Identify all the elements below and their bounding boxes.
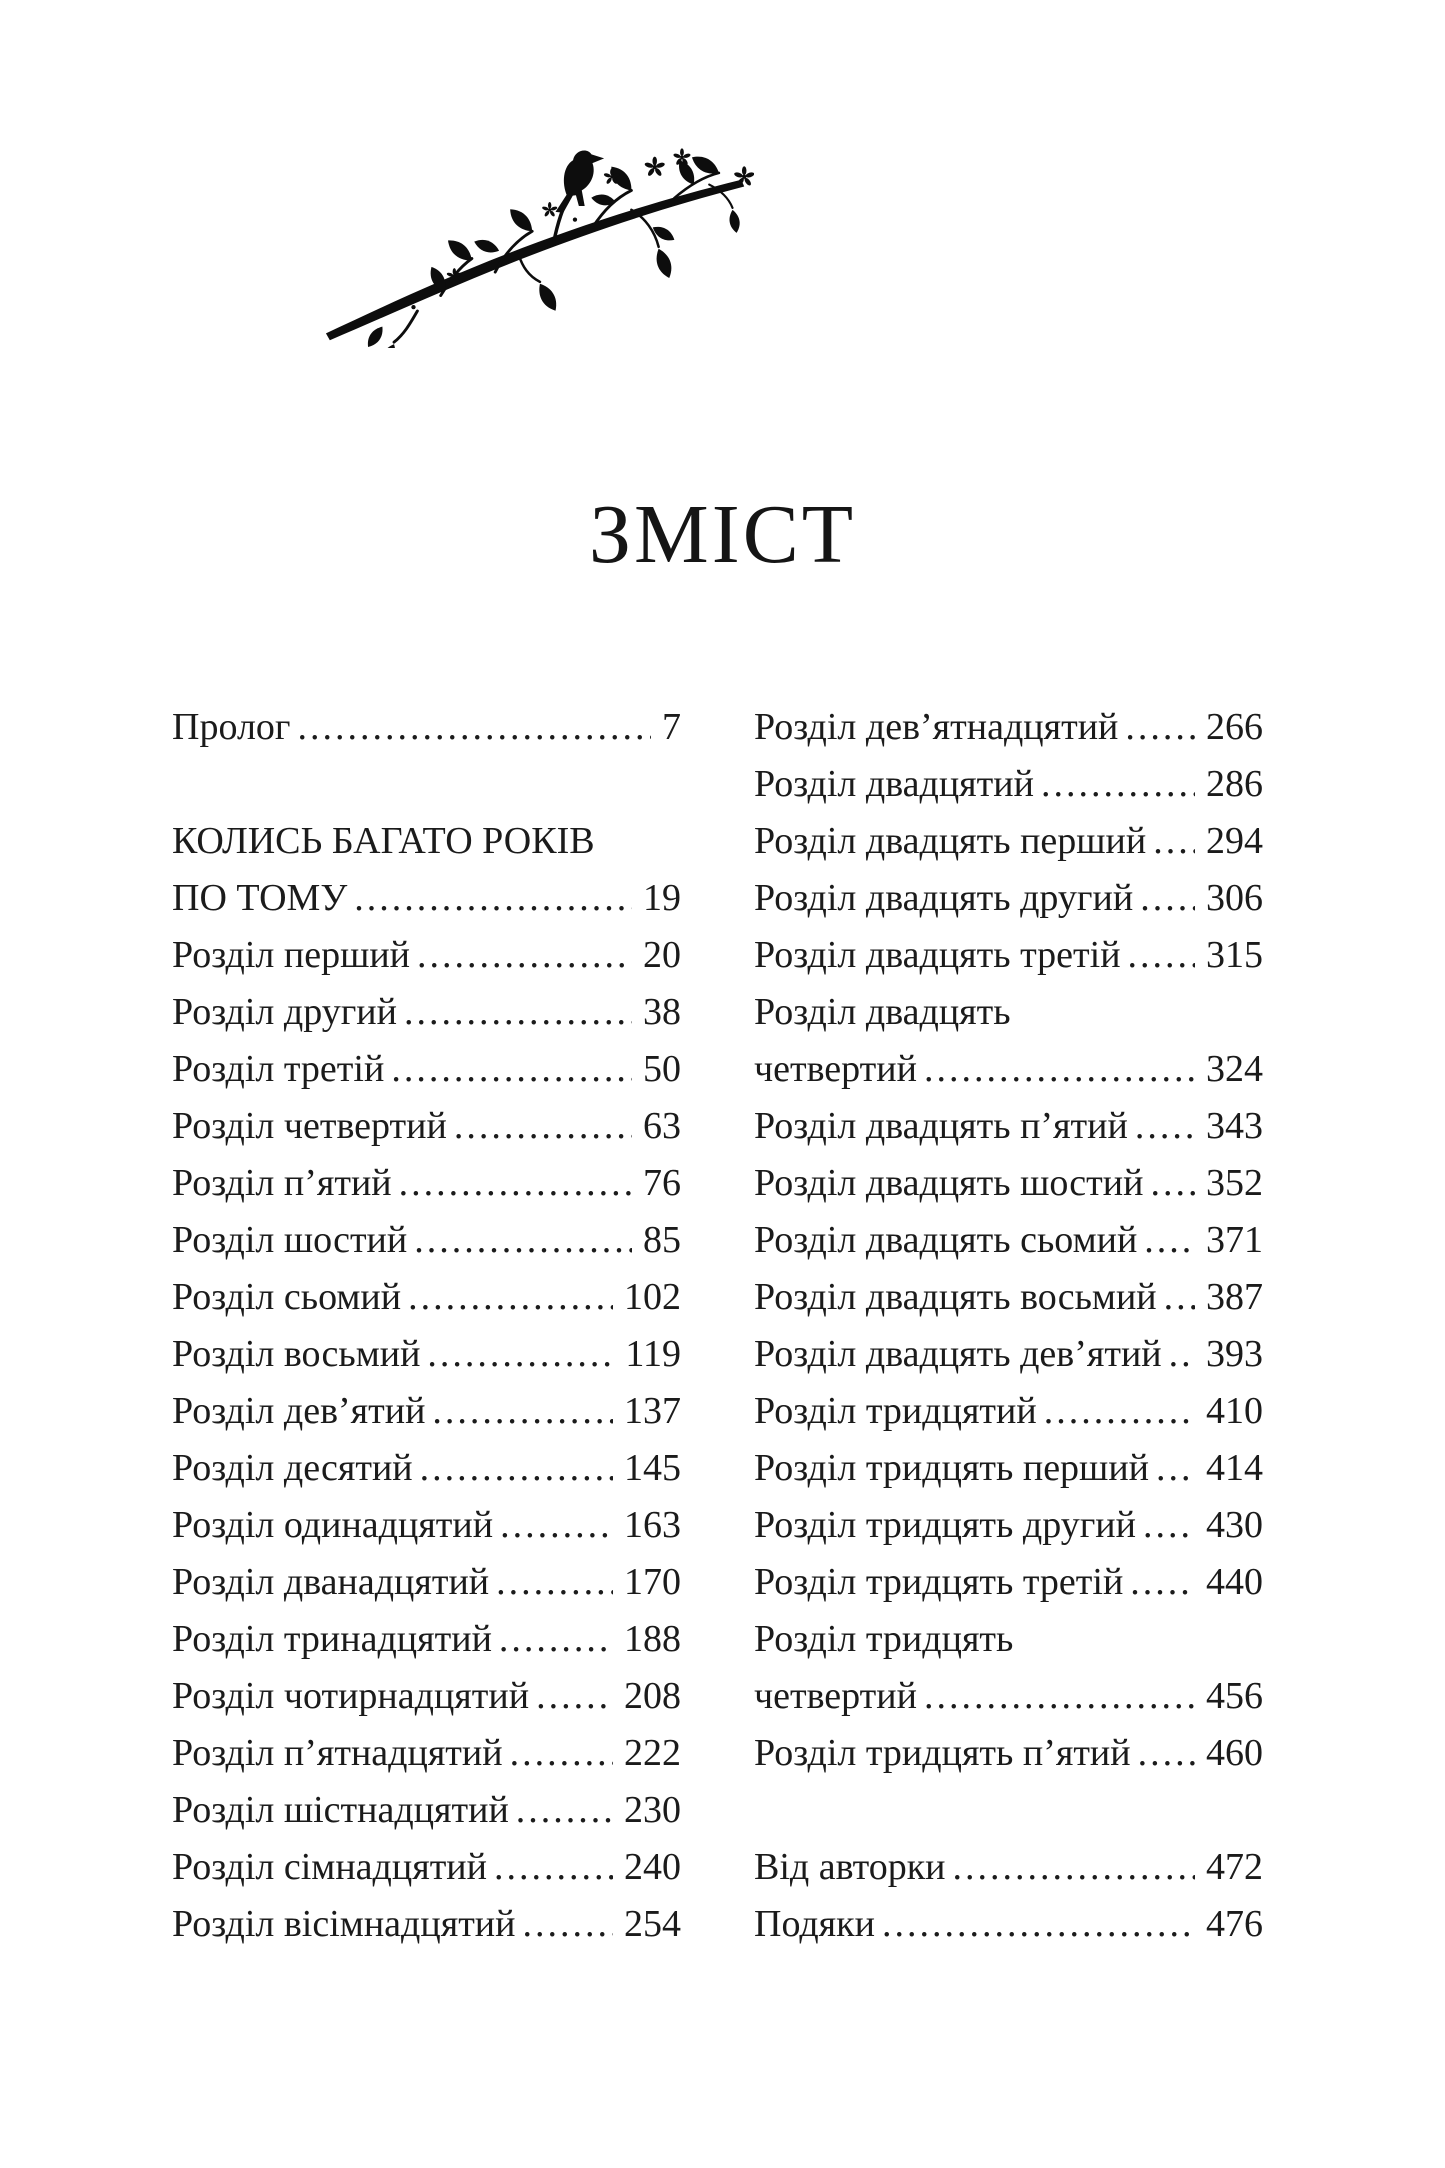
toc-entry-page: 102	[624, 1276, 681, 1318]
toc-entry-label: Розділ тридцять	[754, 1618, 1014, 1660]
toc-entry	[754, 1725, 1263, 1782]
toc-entry-page: 145	[624, 1447, 681, 1489]
toc-entry-label: Розділ чотирнадцятий	[172, 1675, 530, 1717]
toc-entry-page: 230	[624, 1789, 681, 1831]
toc-entry-label: Розділ двадцять другий	[754, 877, 1134, 919]
toc-entry-page: 63	[643, 1105, 681, 1147]
toc-entry-page: 286	[1206, 763, 1263, 805]
toc-dot-leader	[953, 1839, 1195, 1896]
toc-entry	[172, 1497, 681, 1554]
bird-branch-illustration	[322, 134, 754, 348]
toc-entry-label: Розділ вісімнадцятий	[172, 1903, 516, 1945]
toc-dot-leader	[1150, 1155, 1195, 1212]
toc-entry-label: Розділ п’ятий	[172, 1162, 392, 1204]
toc-entry	[172, 1326, 681, 1383]
toc-entry-page: 294	[1206, 820, 1263, 862]
toc-entry-label: Розділ другий	[172, 991, 397, 1033]
toc-entry-page: 163	[624, 1504, 681, 1546]
toc-dot-leader	[420, 1440, 613, 1497]
toc-column-left	[172, 699, 681, 1953]
toc-dot-leader	[1138, 1725, 1195, 1782]
toc-entry	[172, 1668, 681, 1725]
toc-dot-leader	[516, 1782, 613, 1839]
toc-dot-leader	[499, 1611, 613, 1668]
toc-entry	[172, 1725, 681, 1782]
toc-entry	[754, 870, 1263, 927]
toc-entry	[172, 699, 681, 756]
toc-dot-leader	[1164, 1269, 1195, 1326]
toc-entry-page: 393	[1206, 1333, 1263, 1375]
toc-entry-label: Розділ тридцять п’ятий	[754, 1732, 1131, 1774]
toc-entry-page: 430	[1206, 1504, 1263, 1546]
toc-dot-leader	[1143, 1497, 1195, 1554]
toc-entry-label: Розділ сьомий	[172, 1276, 402, 1318]
toc-dot-leader	[354, 870, 632, 927]
toc-dot-leader	[298, 699, 652, 756]
toc-entry-page: 76	[643, 1162, 681, 1204]
toc-entry-label: Розділ двадцять перший	[754, 820, 1147, 862]
toc-dot-leader	[1128, 927, 1195, 984]
toc-entry	[172, 1839, 681, 1896]
toc-dot-leader	[924, 1041, 1195, 1098]
toc-entry-page: 266	[1206, 706, 1263, 748]
toc-entry	[172, 1212, 681, 1269]
toc-entry-label: Розділ двадцять дев’ятий	[754, 1333, 1162, 1375]
toc-entry-label: Розділ двадцять шостий	[754, 1162, 1144, 1204]
toc-entry	[754, 1497, 1263, 1554]
toc-entry-label: Розділ дев’ятий	[172, 1390, 426, 1432]
toc-dot-leader	[1169, 1326, 1195, 1383]
page-title: ЗМІСТ	[588, 488, 857, 581]
toc-entry	[172, 1440, 681, 1497]
toc-entry	[172, 1041, 681, 1098]
toc-entry	[754, 1383, 1263, 1440]
toc-entry-page: 387	[1206, 1276, 1263, 1318]
toc-entry-label: Розділ п’ятнадцятий	[172, 1732, 503, 1774]
toc-entry-page: 7	[662, 706, 681, 748]
toc-entry-page: 38	[643, 991, 681, 1033]
toc-entry	[754, 1269, 1263, 1326]
toc-entry-page: 240	[624, 1846, 681, 1888]
toc-entry-page: 208	[624, 1675, 681, 1717]
toc-entry	[754, 756, 1263, 813]
toc-dot-leader	[1153, 813, 1195, 870]
toc-entry-label: Розділ двадцятий	[754, 763, 1034, 805]
toc-dot-leader	[1156, 1440, 1195, 1497]
toc-dot-leader	[1044, 1383, 1195, 1440]
toc-entry	[754, 813, 1263, 870]
toc-entry-page: 472	[1206, 1846, 1263, 1888]
toc-entry-label: Розділ тридцять третій	[754, 1561, 1124, 1603]
toc-entry-label: Розділ двадцять сьомий	[754, 1219, 1138, 1261]
toc-dot-leader	[510, 1725, 613, 1782]
toc-entry-page: 119	[625, 1333, 681, 1375]
toc-entry-label: Розділ восьмий	[172, 1333, 421, 1375]
toc-entry-label: Розділ двадцять восьмий	[754, 1276, 1157, 1318]
toc-entry-label: Розділ десятий	[172, 1447, 413, 1489]
toc-entry-label: Від авторки	[754, 1846, 946, 1888]
toc-entry-label: Подяки	[754, 1903, 875, 1945]
toc-dot-leader	[1041, 756, 1195, 813]
toc-entry-label: Розділ шістнадцятий	[172, 1789, 509, 1831]
toc-entry-page: 20	[643, 934, 681, 976]
toc-entry	[754, 1554, 1263, 1611]
toc-entry-label: Розділ двадцять п’ятий	[754, 1105, 1128, 1147]
toc-entry	[754, 1041, 1263, 1098]
toc-entry	[754, 1839, 1263, 1896]
toc-dot-leader	[494, 1839, 613, 1896]
toc-entry-page: 476	[1206, 1903, 1263, 1945]
toc-entry-page: 19	[643, 877, 681, 919]
toc-entry-page: 306	[1206, 877, 1263, 919]
toc-dot-leader	[1144, 1212, 1195, 1269]
toc-entry-label: Розділ шостий	[172, 1219, 408, 1261]
toc-entry	[172, 1155, 681, 1212]
toc-entry	[754, 984, 1263, 1041]
toc-entry-page: 410	[1206, 1390, 1263, 1432]
toc-dot-leader	[404, 984, 632, 1041]
table-of-contents	[172, 699, 1263, 1953]
toc-dot-leader	[454, 1098, 632, 1155]
toc-entry	[754, 1896, 1263, 1953]
toc-entry	[172, 1383, 681, 1440]
toc-entry-page: 188	[624, 1618, 681, 1660]
toc-entry	[172, 813, 681, 870]
toc-dot-leader	[496, 1554, 613, 1611]
toc-entry	[172, 1098, 681, 1155]
branch-leaves	[364, 152, 742, 348]
toc-entry-page: 371	[1206, 1219, 1263, 1261]
toc-entry	[754, 1668, 1263, 1725]
toc-entry-label: Розділ тридцять другий	[754, 1504, 1136, 1546]
toc-entry-page: 85	[643, 1219, 681, 1261]
toc-entry-page: 254	[624, 1903, 681, 1945]
toc-dot-leader	[500, 1497, 613, 1554]
toc-entry	[754, 1440, 1263, 1497]
toc-entry-label: Розділ двадцять третій	[754, 934, 1121, 976]
toc-dot-leader	[1130, 1554, 1195, 1611]
branch-main	[326, 180, 744, 341]
toc-entry-page: 456	[1206, 1675, 1263, 1717]
toc-dot-leader	[399, 1155, 632, 1212]
toc-entry-page: 315	[1206, 934, 1263, 976]
toc-entry	[754, 1098, 1263, 1155]
toc-entry-label: Розділ сімнадцятий	[172, 1846, 487, 1888]
toc-entry-label: Розділ дванадцятий	[172, 1561, 490, 1603]
toc-entry	[754, 1611, 1263, 1668]
toc-entry	[172, 1269, 681, 1326]
toc-spacer	[754, 1782, 1263, 1839]
toc-entry-label: Розділ четвертий	[172, 1105, 447, 1147]
toc-dot-leader	[414, 1212, 632, 1269]
toc-entry-label: Розділ одинадцятий	[172, 1504, 494, 1546]
toc-entry	[172, 1554, 681, 1611]
toc-dot-leader	[1125, 699, 1195, 756]
toc-entry-label: Розділ тридцятий	[754, 1390, 1037, 1432]
toc-entry	[172, 984, 681, 1041]
toc-entry-page: 50	[643, 1048, 681, 1090]
bird-silhouette	[556, 150, 605, 212]
toc-entry-label: Розділ дев’ятнадцятий	[754, 706, 1119, 748]
toc-entry	[754, 927, 1263, 984]
toc-dot-leader	[882, 1896, 1195, 1953]
toc-entry-page: 170	[624, 1561, 681, 1603]
toc-entry-label: Пролог	[172, 706, 291, 748]
toc-entry-label: четвертий	[754, 1048, 917, 1090]
toc-entry	[172, 1611, 681, 1668]
toc-entry-page: 343	[1206, 1105, 1263, 1147]
toc-dot-leader	[432, 1383, 613, 1440]
toc-entry-label: четвертий	[754, 1675, 917, 1717]
toc-entry	[172, 1782, 681, 1839]
toc-entry-page: 137	[624, 1390, 681, 1432]
toc-dot-leader	[408, 1269, 613, 1326]
toc-entry	[172, 1896, 681, 1953]
toc-entry-page: 460	[1206, 1732, 1263, 1774]
toc-entry-label: Розділ третій	[172, 1048, 385, 1090]
toc-entry-page: 414	[1206, 1447, 1263, 1489]
toc-dot-leader	[391, 1041, 632, 1098]
toc-column-right	[754, 699, 1263, 1953]
toc-entry	[754, 699, 1263, 756]
toc-dot-leader	[536, 1668, 613, 1725]
toc-entry-page: 352	[1206, 1162, 1263, 1204]
toc-entry-label: КОЛИСЬ БАГАТО РОКІВ	[172, 820, 595, 862]
toc-spacer	[172, 756, 681, 813]
toc-entry-label: ПО ТОМУ	[172, 877, 348, 919]
toc-entry	[172, 927, 681, 984]
toc-entry-page: 440	[1206, 1561, 1263, 1603]
toc-entry	[754, 1326, 1263, 1383]
toc-entry-page: 324	[1206, 1048, 1263, 1090]
toc-entry	[754, 1155, 1263, 1212]
toc-entry-label: Розділ тридцять перший	[754, 1447, 1149, 1489]
toc-entry-label: Розділ тринадцятий	[172, 1618, 492, 1660]
toc-entry-page: 222	[624, 1732, 681, 1774]
toc-entry	[754, 1212, 1263, 1269]
toc-dot-leader	[522, 1896, 613, 1953]
toc-dot-leader	[417, 927, 632, 984]
toc-dot-leader	[427, 1326, 614, 1383]
toc-dot-leader	[1135, 1098, 1195, 1155]
toc-entry-label: Розділ перший	[172, 934, 411, 976]
toc-entry-label: Розділ двадцять	[754, 991, 1011, 1033]
toc-dot-leader	[1140, 870, 1195, 927]
toc-entry	[172, 870, 681, 927]
toc-dot-leader	[924, 1668, 1195, 1725]
